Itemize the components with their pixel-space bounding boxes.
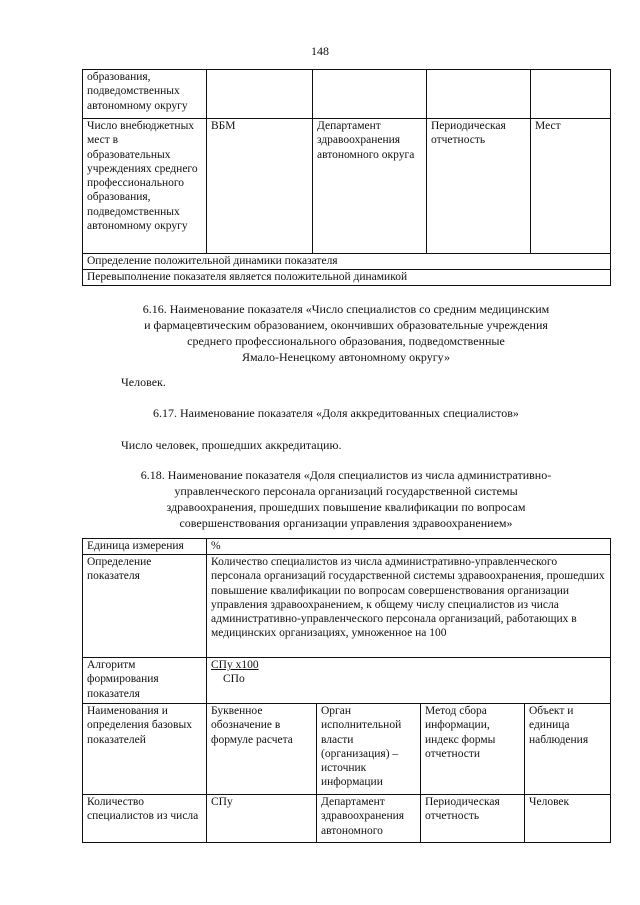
table-cell: СПу [207, 795, 317, 843]
table-header-cell: Орган исполнительной власти (организация) – источник информации [317, 704, 421, 795]
table-header-cell: Буквенное обозначение в формуле расчета [207, 704, 317, 795]
formula [211, 658, 259, 687]
table-cell: Периодическая отчетность [427, 119, 531, 254]
heading-line: совершенствования организации управления здравоохранением» [179, 516, 513, 530]
table-cell: образования, подведомственных автономному округу [83, 70, 207, 119]
table-cell [313, 70, 427, 119]
section-6-17-text: Число человек, прошедших аккредитацию. [121, 438, 342, 452]
formula-cell [207, 658, 611, 704]
table-header-cell: Объект и единица наблюдения [525, 704, 611, 795]
table-cell: ВБМ [207, 119, 313, 254]
heading-line: Ямало-Ненецкому автономному округу» [242, 350, 450, 364]
table-row [83, 254, 611, 270]
table-row [83, 119, 611, 254]
table-row [83, 539, 611, 555]
table-row [83, 555, 611, 658]
table-cell: Алгоритм формирования показателя [83, 658, 207, 704]
formula-denominator: СПо [223, 673, 245, 686]
heading-line: 6.16. Наименование показателя «Число специалистов со средним медицинским [142, 302, 550, 316]
table-cell [427, 70, 531, 119]
table-cell: Департамент здравоохранения автономного [317, 795, 421, 843]
indicator-6-18-table [82, 538, 611, 843]
table-cell: Определение положительной динамики показателя [83, 254, 611, 270]
heading-line: и фармацевтическим образованием, окончивших образовательные учреждения [144, 318, 548, 332]
formula-numerator: СПу х100 [211, 659, 259, 671]
table-cell: Периодическая отчетность [421, 795, 525, 843]
page-number: 148 [311, 44, 329, 58]
heading-line: 6.18. Наименование показателя «Доля специалистов из числа административно- [140, 468, 552, 482]
indicator-table-continued [82, 69, 611, 286]
table-header-cell: Метод сбора информации, индекс формы отчетности [421, 704, 525, 795]
table-row [83, 70, 611, 119]
heading-line: среднего профессионального образования, подведомственные [187, 334, 505, 348]
table-row [83, 795, 611, 843]
table-cell: % [207, 539, 611, 555]
table-row [83, 270, 611, 286]
table-cell [207, 70, 313, 119]
table-cell: Человек [525, 795, 611, 843]
heading-line: здравоохранения, прошедших повышение квалификации по вопросам [166, 500, 526, 514]
table-cell: Число внебюджетных мест в образовательных учреждениях среднего профессионального образования, подведомственных автономному округу [83, 119, 207, 254]
heading-line: управленческого персонала организаций государственной системы [174, 484, 518, 498]
table-cell: Количество специалистов из числа административно-управленческого персонала организаций государственной системы здравоохранения, прошедших повышение квалификации по вопросам совершенствования организации управления здравоохранением, к общему числу специалистов из числа административно-управленческого персонала организаций, работающих в медицинских организациях, умноженное на 100 [207, 555, 611, 658]
table-cell: Мест [531, 119, 611, 254]
section-6-16-unit: Человек. [121, 375, 166, 389]
table-cell: Департамент здравоохранения автономного округа [313, 119, 427, 254]
table-cell: Определение показателя [83, 555, 207, 658]
table-header-cell: Наименования и определения базовых показателей [83, 704, 207, 795]
table-cell [531, 70, 611, 119]
table-row [83, 704, 611, 795]
table-cell: Единица измерения [83, 539, 207, 555]
section-6-17-heading: 6.17. Наименование показателя «Доля аккредитованных специалистов» [153, 406, 519, 420]
table-cell: Перевыполнение показателя является положительной динамикой [83, 270, 611, 286]
table-cell: Количество специалистов из числа [83, 795, 207, 843]
table-row [83, 658, 611, 704]
